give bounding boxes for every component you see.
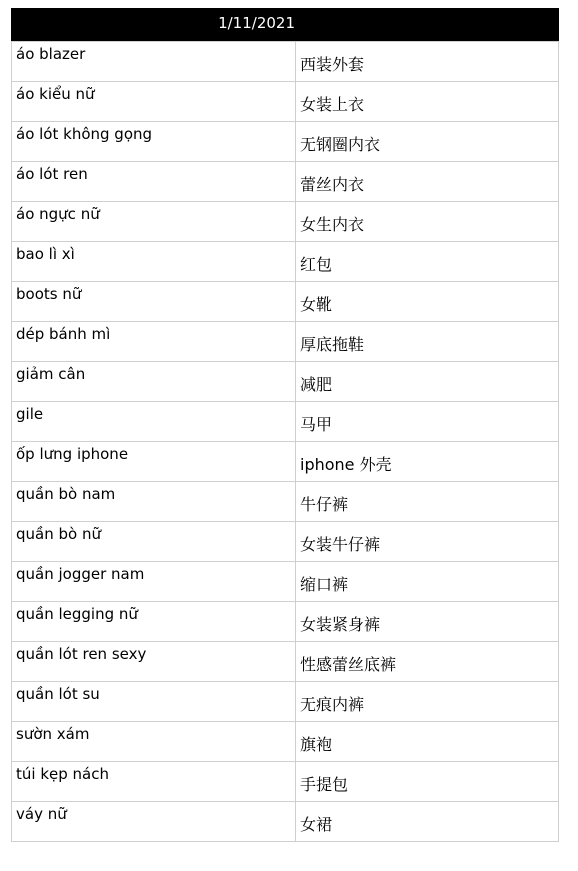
table-row	[12, 562, 559, 602]
vietnamese-term-cell[interactable]: ốp lưng iphone	[12, 442, 296, 482]
table-row	[12, 682, 559, 722]
chinese-term-cell[interactable]: 女裙	[296, 802, 559, 842]
chinese-term-cell[interactable]: 无钢圈内衣	[296, 122, 559, 162]
chinese-term-cell[interactable]: 手提包	[296, 762, 559, 802]
table-row	[12, 642, 559, 682]
chinese-term-cell[interactable]: 女装上衣	[296, 82, 559, 122]
vietnamese-term-cell[interactable]: quần legging nữ	[12, 602, 296, 642]
vietnamese-term-cell[interactable]: sườn xám	[12, 722, 296, 762]
chinese-term-cell[interactable]: 西装外套	[296, 42, 559, 82]
chinese-term-cell[interactable]: 马甲	[296, 402, 559, 442]
table-row	[12, 42, 559, 82]
table-row	[12, 122, 559, 162]
spreadsheet	[11, 8, 559, 842]
table-row	[12, 722, 559, 762]
vietnamese-term-cell[interactable]: áo blazer	[12, 42, 296, 82]
chinese-term-cell[interactable]: 牛仔裤	[296, 482, 559, 522]
chinese-term-cell[interactable]: 性感蕾丝底裤	[296, 642, 559, 682]
table-row	[12, 82, 559, 122]
translation-table	[11, 41, 559, 842]
vietnamese-term-cell[interactable]: dép bánh mì	[12, 322, 296, 362]
vietnamese-term-cell[interactable]: bao lì xì	[12, 242, 296, 282]
table-row	[12, 402, 559, 442]
vietnamese-term-cell[interactable]: áo lót ren	[12, 162, 296, 202]
vietnamese-term-cell[interactable]: boots nữ	[12, 282, 296, 322]
table-row	[12, 242, 559, 282]
chinese-term-cell[interactable]: 减肥	[296, 362, 559, 402]
chinese-term-cell[interactable]: 女生内衣	[296, 202, 559, 242]
header-row	[11, 8, 559, 41]
table-row	[12, 522, 559, 562]
vietnamese-term-cell[interactable]: quần bò nam	[12, 482, 296, 522]
chinese-term-cell[interactable]: 无痕内裤	[296, 682, 559, 722]
table-row	[12, 442, 559, 482]
table-row	[12, 282, 559, 322]
chinese-term-cell[interactable]: 女靴	[296, 282, 559, 322]
table-row	[12, 322, 559, 362]
vietnamese-term-cell[interactable]: áo lót không gọng	[12, 122, 296, 162]
chinese-term-cell[interactable]: iphone 外壳	[296, 442, 559, 482]
vietnamese-term-cell[interactable]: quần jogger nam	[12, 562, 296, 602]
vietnamese-term-cell[interactable]: quần lót su	[12, 682, 296, 722]
table-row	[12, 602, 559, 642]
header-cell-empty[interactable]	[295, 8, 559, 41]
table-row	[12, 482, 559, 522]
chinese-term-cell[interactable]: 厚底拖鞋	[296, 322, 559, 362]
table-row	[12, 362, 559, 402]
vietnamese-term-cell[interactable]: quần bò nữ	[12, 522, 296, 562]
vietnamese-term-cell[interactable]: áo ngực nữ	[12, 202, 296, 242]
chinese-term-cell[interactable]: 旗袍	[296, 722, 559, 762]
table-row	[12, 762, 559, 802]
vietnamese-term-cell[interactable]: giảm cân	[12, 362, 296, 402]
vietnamese-term-cell[interactable]: túi kẹp nách	[12, 762, 296, 802]
header-date[interactable]: 1/11/2021	[218, 14, 295, 32]
chinese-term-cell[interactable]: 女装牛仔裤	[296, 522, 559, 562]
vietnamese-term-cell[interactable]: váy nữ	[12, 802, 296, 842]
vietnamese-term-cell[interactable]: gile	[12, 402, 296, 442]
vietnamese-term-cell[interactable]: quần lót ren sexy	[12, 642, 296, 682]
table-row	[12, 802, 559, 842]
chinese-term-cell[interactable]: 女装紧身裤	[296, 602, 559, 642]
table-row	[12, 162, 559, 202]
chinese-term-cell[interactable]: 缩口裤	[296, 562, 559, 602]
chinese-term-cell[interactable]: 红包	[296, 242, 559, 282]
vietnamese-term-cell[interactable]: áo kiểu nữ	[12, 82, 296, 122]
table-row	[12, 202, 559, 242]
chinese-term-cell[interactable]: 蕾丝内衣	[296, 162, 559, 202]
